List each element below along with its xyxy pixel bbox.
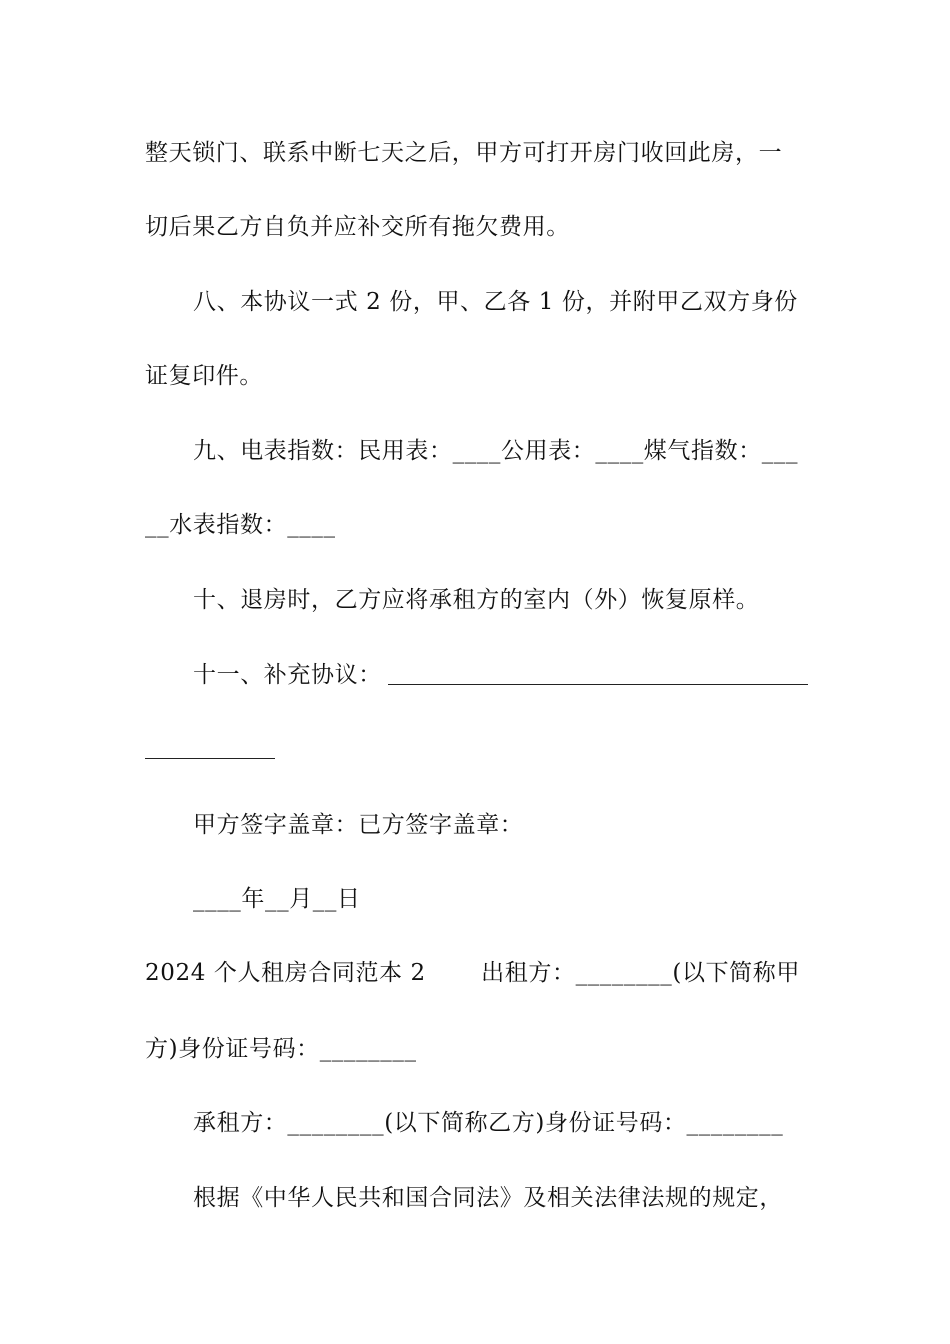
clause-ten: 十、退房时，乙方应将承租方的室内（外）恢复原样。 (193, 587, 760, 613)
supplement-blank-line-continued (145, 758, 275, 759)
contract-title-line: 2024 个人租房合同范本 2 出租方：________(以下简称甲 (145, 960, 800, 986)
legal-basis-line: 根据《中华人民共和国合同法》及相关法律法规的规定， (193, 1185, 783, 1211)
text-line-6: __水表指数：____ (145, 512, 336, 538)
text-line-2: 切后果乙方自负并应补交所有拖欠费用。 (145, 214, 570, 240)
signature-line: 甲方签字盖章：已方签字盖章： (193, 812, 524, 838)
date-line: ____年__月__日 (193, 886, 361, 912)
text-line-4: 证复印件。 (145, 363, 263, 389)
clause-nine: 九、电表指数：民用表：____公用表：____煤气指数：___ (193, 438, 799, 464)
text-line-13: 方)身份证号码：________ (145, 1036, 417, 1062)
clause-eight: 八、本协议一式 2 份，甲、乙各 1 份，并附甲乙双方身份 (193, 289, 798, 315)
supplement-blank-line (388, 684, 808, 685)
clause-eleven: 十一、补充协议： (193, 662, 382, 688)
lessee-line: 承租方：________(以下简称乙方)身份证号码：________ (193, 1110, 784, 1136)
text-line-1: 整天锁门、联系中断七天之后，甲方可打开房门收回此房，一 (145, 140, 783, 166)
